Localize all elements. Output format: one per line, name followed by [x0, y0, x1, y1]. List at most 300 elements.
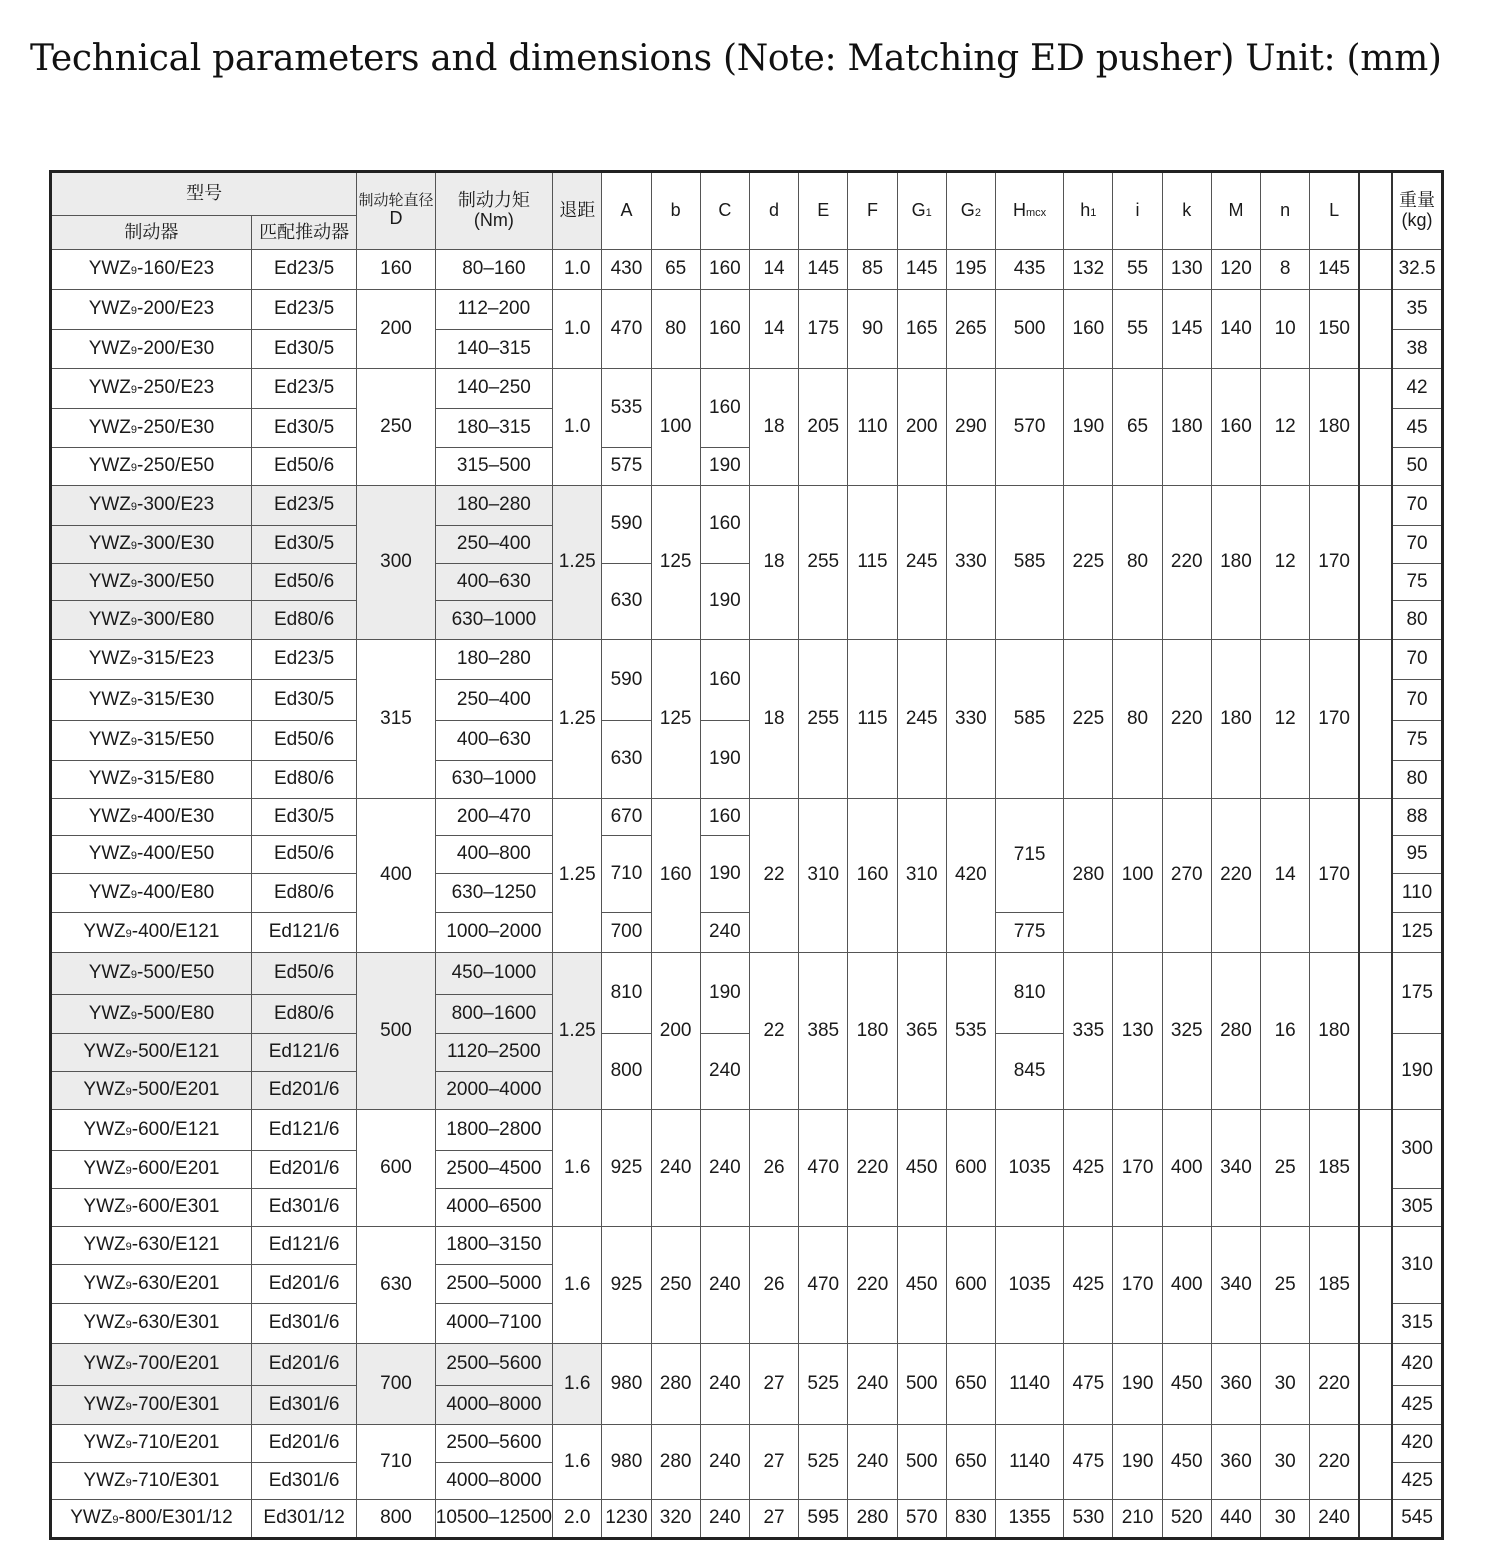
- torque-cell: 180–280: [435, 486, 553, 526]
- d-cell: 22: [749, 953, 798, 1110]
- model-cell: YWZ9-700/E301: [51, 1386, 252, 1425]
- i-cell: 190: [1113, 1425, 1162, 1500]
- b-cell: 160: [651, 799, 700, 953]
- h1-cell: 425: [1064, 1227, 1113, 1344]
- model-subscript: 9: [125, 1086, 132, 1099]
- d-cell: 26: [749, 1110, 798, 1227]
- C-cell: 190: [700, 836, 749, 913]
- model-cell: YWZ9-315/E23: [51, 640, 252, 680]
- header-model: 型号: [51, 172, 357, 216]
- Hmax-cell: 1140: [995, 1425, 1063, 1500]
- model-subscript: 9: [130, 384, 138, 397]
- E-cell: 175: [799, 290, 848, 369]
- weight-cell: 190: [1392, 1034, 1442, 1110]
- Hmax-cell: 570: [995, 369, 1063, 486]
- blank-cell: [1359, 290, 1392, 369]
- L-cell: 180: [1310, 369, 1359, 486]
- model-cell: YWZ9-400/E30: [51, 799, 252, 836]
- F-cell: 280: [848, 1500, 897, 1539]
- C-cell: 160: [700, 369, 749, 448]
- weight-cell: 420: [1392, 1344, 1442, 1386]
- Hmax-cell: 500: [995, 290, 1063, 369]
- header-retreat: 退距: [553, 172, 602, 250]
- pusher-cell: Ed201/6: [251, 1344, 356, 1386]
- table-row: [51, 1110, 1443, 1151]
- weight-cell: 70: [1392, 640, 1442, 680]
- i-cell: 130: [1113, 953, 1162, 1110]
- torque-cell: 2500–4500: [435, 1151, 553, 1189]
- weight-cell: 425: [1392, 1386, 1442, 1425]
- M-cell: 140: [1211, 290, 1260, 369]
- M-cell: 160: [1211, 369, 1260, 486]
- A-cell: 925: [602, 1227, 651, 1344]
- E-cell: 255: [799, 486, 848, 640]
- model-subscript: 9: [125, 1360, 132, 1373]
- torque-cell: 80–160: [435, 250, 553, 290]
- model-cell: YWZ9-400/E80: [51, 874, 252, 913]
- k-cell: 270: [1162, 799, 1211, 953]
- blank-cell: [1359, 799, 1392, 953]
- C-cell: 160: [700, 290, 749, 369]
- weight-cell: 70: [1392, 526, 1442, 564]
- wheel-diameter-cell: 600: [357, 1110, 435, 1227]
- table-row: [51, 250, 1443, 290]
- retreat-cell: 1.25: [553, 640, 602, 799]
- torque-cell: 315–500: [435, 448, 553, 486]
- pusher-cell: Ed50/6: [251, 721, 356, 761]
- A-cell: 590: [602, 640, 651, 721]
- retreat-cell: 1.25: [553, 953, 602, 1110]
- wheel-diameter-cell: 710: [357, 1425, 435, 1500]
- C-cell: 190: [700, 448, 749, 486]
- torque-cell: 250–400: [435, 526, 553, 564]
- header-k: k: [1162, 172, 1211, 250]
- model-subscript: 9: [130, 265, 138, 278]
- torque-cell: 630–1000: [435, 601, 553, 640]
- F-cell: 90: [848, 290, 897, 369]
- weight-cell: 70: [1392, 680, 1442, 721]
- header-b: b: [651, 172, 700, 250]
- retreat-cell: 1.0: [553, 290, 602, 369]
- blank-cell: [1359, 1110, 1392, 1227]
- model-cell: YWZ9-630/E201: [51, 1265, 252, 1304]
- model-subscript: 9: [125, 1476, 132, 1489]
- n-cell: 10: [1261, 290, 1310, 369]
- torque-cell: 400–630: [435, 721, 553, 761]
- pusher-cell: Ed121/6: [251, 1110, 356, 1151]
- weight-cell: 75: [1392, 721, 1442, 761]
- M-cell: 120: [1211, 250, 1260, 290]
- i-cell: 170: [1113, 1227, 1162, 1344]
- torque-cell: 4000–6500: [435, 1189, 553, 1227]
- b-cell: 240: [651, 1110, 700, 1227]
- model-subscript: 9: [130, 812, 138, 825]
- E-cell: 255: [799, 640, 848, 799]
- header-G2-sub: 2: [974, 207, 981, 220]
- pusher-cell: Ed201/6: [251, 1265, 356, 1304]
- wheel-diameter-cell: 300: [357, 486, 435, 640]
- pusher-cell: Ed201/6: [251, 1151, 356, 1189]
- header-F: F: [848, 172, 897, 250]
- C-cell: 240: [700, 1227, 749, 1344]
- model-cell: YWZ9-250/E50: [51, 448, 252, 486]
- L-cell: 170: [1310, 799, 1359, 953]
- b-cell: 125: [651, 486, 700, 640]
- A-cell: 810: [602, 953, 651, 1034]
- G1-cell: 450: [897, 1110, 946, 1227]
- pusher-cell: Ed301/6: [251, 1189, 356, 1227]
- n-cell: 12: [1261, 369, 1310, 486]
- M-cell: 280: [1211, 953, 1260, 1110]
- A-cell: 670: [602, 799, 651, 836]
- table-row: [51, 799, 1443, 836]
- G2-cell: 330: [946, 486, 995, 640]
- weight-cell: 45: [1392, 409, 1442, 448]
- pusher-cell: Ed80/6: [251, 761, 356, 799]
- header-wheel-line1: 制动轮直径: [358, 191, 434, 209]
- n-cell: 8: [1261, 250, 1310, 290]
- weight-cell: 80: [1392, 761, 1442, 799]
- Hmax-cell: 1035: [995, 1227, 1063, 1344]
- C-cell: 240: [700, 913, 749, 953]
- F-cell: 180: [848, 953, 897, 1110]
- L-cell: 185: [1310, 1227, 1359, 1344]
- model-subscript: 9: [130, 462, 138, 475]
- model-subscript: 9: [130, 501, 138, 514]
- torque-cell: 1120–2500: [435, 1034, 553, 1072]
- torque-cell: 2500–5000: [435, 1265, 553, 1304]
- n-cell: 30: [1261, 1425, 1310, 1500]
- k-cell: 520: [1162, 1500, 1211, 1539]
- E-cell: 145: [799, 250, 848, 290]
- torque-cell: 200–470: [435, 799, 553, 836]
- pusher-cell: Ed121/6: [251, 1227, 356, 1265]
- pusher-cell: Ed301/6: [251, 1304, 356, 1344]
- pusher-cell: Ed30/5: [251, 526, 356, 564]
- A-cell: 980: [602, 1344, 651, 1425]
- weight-cell: 88: [1392, 799, 1442, 836]
- A-cell: 925: [602, 1110, 651, 1227]
- A-cell: 630: [602, 564, 651, 640]
- model-cell: YWZ9-500/E80: [51, 995, 252, 1034]
- pusher-cell: Ed23/5: [251, 486, 356, 526]
- header-pusher: 匹配推动器: [251, 216, 356, 250]
- h1-cell: 475: [1064, 1425, 1113, 1500]
- k-cell: 145: [1162, 290, 1211, 369]
- i-cell: 55: [1113, 250, 1162, 290]
- G2-cell: 535: [946, 953, 995, 1110]
- C-cell: 190: [700, 953, 749, 1034]
- L-cell: 220: [1310, 1344, 1359, 1425]
- C-cell: 190: [700, 564, 749, 640]
- pusher-cell: Ed30/5: [251, 409, 356, 448]
- wheel-diameter-cell: 160: [357, 250, 435, 290]
- blank-cell: [1359, 1344, 1392, 1425]
- G2-cell: 650: [946, 1344, 995, 1425]
- F-cell: 160: [848, 799, 897, 953]
- model-cell: YWZ9-500/E50: [51, 953, 252, 995]
- L-cell: 150: [1310, 290, 1359, 369]
- n-cell: 16: [1261, 953, 1310, 1110]
- G1-cell: 245: [897, 640, 946, 799]
- F-cell: 115: [848, 486, 897, 640]
- Hmax-cell: 1355: [995, 1500, 1063, 1539]
- i-cell: 65: [1113, 369, 1162, 486]
- C-cell: 190: [700, 721, 749, 799]
- G2-cell: 600: [946, 1110, 995, 1227]
- L-cell: 170: [1310, 640, 1359, 799]
- A-cell: 630: [602, 721, 651, 799]
- header-G2: [946, 172, 995, 250]
- h1-cell: 280: [1064, 799, 1113, 953]
- model-cell: YWZ9-710/E301: [51, 1463, 252, 1500]
- model-subscript: 9: [125, 928, 132, 941]
- torque-cell: 800–1600: [435, 995, 553, 1034]
- Hmax-cell: 810: [995, 953, 1063, 1034]
- header-weight-line2: (kg): [1401, 210, 1433, 230]
- i-cell: 80: [1113, 486, 1162, 640]
- weight-cell: 38: [1392, 330, 1442, 369]
- model-subscript: 9: [130, 695, 138, 708]
- retreat-cell: 1.6: [553, 1227, 602, 1344]
- retreat-cell: 1.25: [553, 799, 602, 953]
- G1-cell: 145: [897, 250, 946, 290]
- header-h1-sub: 1: [1090, 207, 1097, 220]
- spec-table: [49, 170, 1444, 1540]
- table-row: [51, 1500, 1443, 1539]
- E-cell: 595: [799, 1500, 848, 1539]
- h1-cell: 335: [1064, 953, 1113, 1110]
- h1-cell: 160: [1064, 290, 1113, 369]
- F-cell: 240: [848, 1425, 897, 1500]
- A-cell: 535: [602, 369, 651, 448]
- blank-cell: [1359, 1227, 1392, 1344]
- F-cell: 220: [848, 1110, 897, 1227]
- table-row: [51, 1227, 1443, 1265]
- model-subscript: 9: [130, 850, 138, 863]
- weight-cell: 300: [1392, 1110, 1442, 1189]
- h1-cell: 530: [1064, 1500, 1113, 1539]
- k-cell: 400: [1162, 1110, 1211, 1227]
- weight-cell: 420: [1392, 1425, 1442, 1463]
- G1-cell: 500: [897, 1344, 946, 1425]
- retreat-cell: 1.6: [553, 1425, 602, 1500]
- torque-cell: 2500–5600: [435, 1344, 553, 1386]
- header-torque: [435, 172, 553, 250]
- retreat-cell: 2.0: [553, 1500, 602, 1539]
- model-subscript: 9: [125, 1125, 132, 1138]
- k-cell: 220: [1162, 640, 1211, 799]
- k-cell: 400: [1162, 1227, 1211, 1344]
- weight-cell: 42: [1392, 369, 1442, 409]
- header-i: i: [1113, 172, 1162, 250]
- model-cell: YWZ9-300/E30: [51, 526, 252, 564]
- model-subscript: 9: [130, 344, 138, 357]
- G2-cell: 290: [946, 369, 995, 486]
- retreat-cell: 1.6: [553, 1344, 602, 1425]
- pusher-cell: Ed30/5: [251, 330, 356, 369]
- header-G2-letter: G: [960, 200, 975, 221]
- A-cell: 430: [602, 250, 651, 290]
- A-cell: 800: [602, 1034, 651, 1110]
- Hmax-cell: 775: [995, 913, 1063, 953]
- pusher-cell: Ed121/6: [251, 913, 356, 953]
- Hmax-cell: 1035: [995, 1110, 1063, 1227]
- M-cell: 360: [1211, 1425, 1260, 1500]
- d-cell: 22: [749, 799, 798, 953]
- model-subscript: 9: [130, 423, 138, 436]
- torque-cell: 4000–8000: [435, 1463, 553, 1500]
- weight-cell: 70: [1392, 486, 1442, 526]
- header-A: A: [602, 172, 651, 250]
- header-L: L: [1310, 172, 1359, 250]
- model-cell: YWZ9-160/E23: [51, 250, 252, 290]
- header-d: d: [749, 172, 798, 250]
- E-cell: 205: [799, 369, 848, 486]
- n-cell: 12: [1261, 486, 1310, 640]
- d-cell: 27: [749, 1425, 798, 1500]
- b-cell: 80: [651, 290, 700, 369]
- model-subscript: 9: [130, 305, 138, 318]
- d-cell: 27: [749, 1500, 798, 1539]
- G1-cell: 165: [897, 290, 946, 369]
- model-cell: YWZ9-400/E50: [51, 836, 252, 874]
- torque-cell: 4000–7100: [435, 1304, 553, 1344]
- weight-cell: 32.5: [1392, 250, 1442, 290]
- F-cell: 110: [848, 369, 897, 486]
- header-C: C: [700, 172, 749, 250]
- model-cell: YWZ9-500/E121: [51, 1034, 252, 1072]
- torque-cell: 180–280: [435, 640, 553, 680]
- page-title: Technical parameters and dimensions (Note: Matching ED pusher) Unit: (mm): [30, 38, 1442, 79]
- header-E: E: [799, 172, 848, 250]
- b-cell: 250: [651, 1227, 700, 1344]
- model-subscript: 9: [130, 969, 138, 982]
- F-cell: 220: [848, 1227, 897, 1344]
- A-cell: 710: [602, 836, 651, 913]
- pusher-cell: Ed50/6: [251, 836, 356, 874]
- A-cell: 590: [602, 486, 651, 564]
- header-M: M: [1211, 172, 1260, 250]
- A-cell: 575: [602, 448, 651, 486]
- wheel-diameter-cell: 200: [357, 290, 435, 369]
- model-cell: YWZ9-600/E201: [51, 1151, 252, 1189]
- model-cell: YWZ9-200/E23: [51, 290, 252, 330]
- header-h1-letter: h: [1080, 200, 1091, 221]
- model-cell: YWZ9-250/E30: [51, 409, 252, 448]
- table-row: [51, 290, 1443, 330]
- C-cell: 160: [700, 486, 749, 564]
- torque-cell: 630–1250: [435, 874, 553, 913]
- M-cell: 360: [1211, 1344, 1260, 1425]
- model-subscript: 9: [125, 1319, 132, 1332]
- model-cell: YWZ9-300/E23: [51, 486, 252, 526]
- C-cell: 240: [700, 1344, 749, 1425]
- header-wheel-line2: D: [389, 208, 403, 229]
- retreat-cell: 1.6: [553, 1110, 602, 1227]
- A-cell: 980: [602, 1425, 651, 1500]
- wheel-diameter-cell: 800: [357, 1500, 435, 1539]
- C-cell: 160: [700, 799, 749, 836]
- k-cell: 325: [1162, 953, 1211, 1110]
- model-subscript: 9: [125, 1241, 132, 1254]
- G1-cell: 365: [897, 953, 946, 1110]
- F-cell: 85: [848, 250, 897, 290]
- L-cell: 220: [1310, 1425, 1359, 1500]
- M-cell: 340: [1211, 1227, 1260, 1344]
- torque-cell: 2000–4000: [435, 1072, 553, 1110]
- model-cell: YWZ9-400/E121: [51, 913, 252, 953]
- wheel-diameter-cell: 250: [357, 369, 435, 486]
- torque-cell: 140–315: [435, 330, 553, 369]
- model-cell: YWZ9-315/E30: [51, 680, 252, 721]
- weight-cell: 425: [1392, 1463, 1442, 1500]
- n-cell: 25: [1261, 1227, 1310, 1344]
- blank-cell: [1359, 640, 1392, 799]
- weight-cell: 545: [1392, 1500, 1442, 1539]
- model-subscript: 9: [130, 655, 138, 668]
- k-cell: 450: [1162, 1425, 1211, 1500]
- k-cell: 220: [1162, 486, 1211, 640]
- model-subscript: 9: [125, 1279, 132, 1292]
- model-cell: YWZ9-250/E23: [51, 369, 252, 409]
- header-wheel-diameter: [357, 172, 435, 250]
- n-cell: 30: [1261, 1344, 1310, 1425]
- model-cell: YWZ9-300/E50: [51, 564, 252, 601]
- model-cell: YWZ9-700/E201: [51, 1344, 252, 1386]
- model-cell: YWZ9-300/E80: [51, 601, 252, 640]
- pusher-cell: Ed23/5: [251, 369, 356, 409]
- h1-cell: 425: [1064, 1110, 1113, 1227]
- weight-cell: 110: [1392, 874, 1442, 913]
- d-cell: 18: [749, 369, 798, 486]
- pusher-cell: Ed30/5: [251, 680, 356, 721]
- torque-cell: 630–1000: [435, 761, 553, 799]
- k-cell: 450: [1162, 1344, 1211, 1425]
- weight-cell: 95: [1392, 836, 1442, 874]
- weight-cell: 35: [1392, 290, 1442, 330]
- i-cell: 170: [1113, 1110, 1162, 1227]
- E-cell: 470: [799, 1227, 848, 1344]
- model-subscript: 9: [130, 1009, 138, 1022]
- model-subscript: 9: [125, 1203, 132, 1216]
- h1-cell: 475: [1064, 1344, 1113, 1425]
- h1-cell: 225: [1064, 486, 1113, 640]
- wheel-diameter-cell: 400: [357, 799, 435, 953]
- model-cell: YWZ9-800/E301/12: [51, 1500, 252, 1539]
- header-weight-line1: 重量: [1399, 190, 1436, 211]
- header-Hmax-sub: mcx: [1026, 207, 1047, 220]
- weight-cell: 175: [1392, 953, 1442, 1034]
- b-cell: 280: [651, 1344, 700, 1425]
- header-torque-line2: (Nm): [473, 210, 514, 230]
- header-G1-letter: G: [911, 200, 926, 221]
- G2-cell: 265: [946, 290, 995, 369]
- Hmax-cell: 585: [995, 486, 1063, 640]
- model-cell: YWZ9-500/E201: [51, 1072, 252, 1110]
- model-subscript: 9: [130, 888, 138, 901]
- n-cell: 14: [1261, 799, 1310, 953]
- weight-cell: 125: [1392, 913, 1442, 953]
- blank-cell: [1359, 486, 1392, 640]
- model-subscript: 9: [125, 1165, 132, 1178]
- weight-cell: 75: [1392, 564, 1442, 601]
- b-cell: 125: [651, 640, 700, 799]
- M-cell: 180: [1211, 640, 1260, 799]
- G1-cell: 500: [897, 1425, 946, 1500]
- model-subscript: 9: [130, 540, 138, 553]
- G1-cell: 310: [897, 799, 946, 953]
